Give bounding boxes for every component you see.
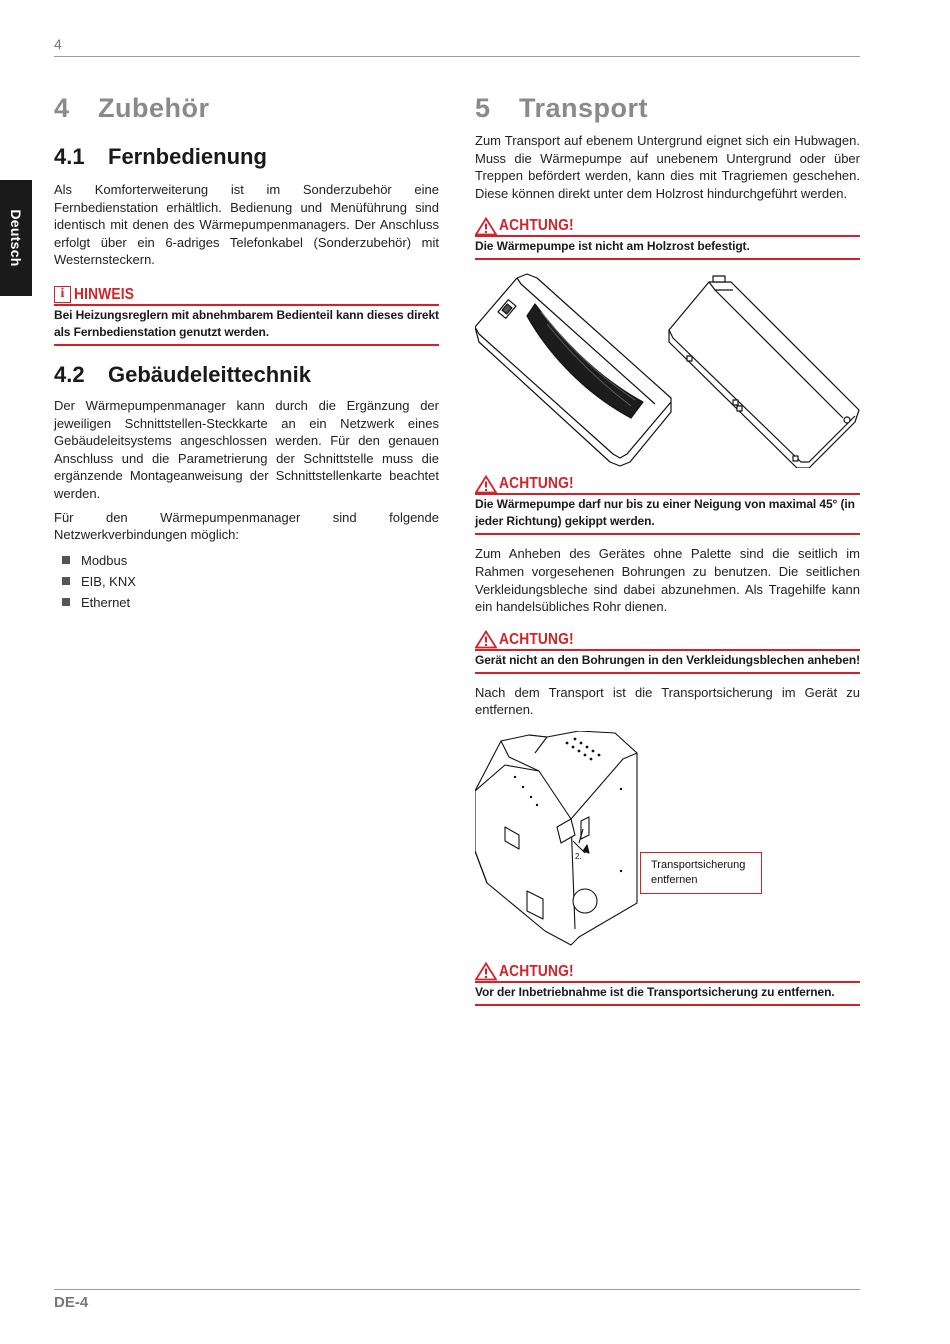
notice-text: Bei Heizungsreglern mit abnehmbarem Bedienteil kann dieses direkt als Fernbedienstation genutzt werden. [54, 307, 439, 339]
header-divider [54, 56, 860, 57]
chapter-number: 5 [475, 93, 491, 123]
info-icon: i [54, 286, 71, 303]
warning-triangle-icon [475, 630, 497, 649]
transport-intro-paragraph: Zum Transport auf ebenem Untergrund eignet sich ein Hubwagen. Muss die Wärmepumpe auf unebenem Untergrund oder über Treppen befördert werden, kann dies mit Tragriemen geschehen. Diese können direkt unter dem Holzrost hindurchgeführt werden. [475, 133, 860, 201]
achtung-notice-1 [475, 217, 860, 260]
section-4-1-heading [54, 142, 439, 172]
hinweis-notice [54, 286, 439, 346]
section-number: 4.2 [54, 361, 85, 387]
section-number: 4.1 [54, 144, 85, 169]
notice-label: ACHTUNG! [499, 962, 574, 980]
callout-line-2: entfernen [651, 873, 698, 886]
anheben-paragraph: Zum Anheben des Gerätes ohne Palette sind die seitlich im Rahmen vorgesehenen Bohrungen zu benutzen. Die seitlichen Verkleidungsbleche sind dabei abzunehmen. Als Tragehilfe kann ein handelsübliches Rohr dienen. [475, 546, 860, 615]
network-list [54, 550, 439, 613]
netzwerk-paragraph: Für den Wärmepumpenmanager sind folgende Netzwerkverbindungen möglich: [54, 509, 439, 543]
gebaeudeleittechnik-paragraph: Der Wärmepumpenmanager kann durch die Ergänzung der jeweiligen Schnittstellen-Steckkarte an ein Netzwerk eines Gebäudeleitsystems angeschlossen werden. Für den genauen Anschluss und die Parametrierung der Schnittstelle muss die ergänzende Montageanweisung der Schnittstellenkarte beachtet werden. [54, 397, 439, 501]
language-tab-label: Deutsch [8, 209, 24, 267]
achtung-notice-2 [475, 475, 860, 535]
chapter-number: 4 [54, 93, 70, 123]
chapter-5-heading [475, 88, 860, 128]
transport-lock-callout [640, 852, 762, 894]
page-number: 4 [54, 36, 62, 52]
right-column [475, 88, 860, 1006]
heat-pump-drawing [475, 272, 860, 468]
notice-label: ACHTUNG! [499, 475, 574, 493]
notice-header [54, 286, 439, 306]
achtung-notice-4 [475, 963, 860, 1006]
heat-pump-illustration [475, 272, 860, 468]
warning-triangle-icon [475, 962, 497, 981]
list-item: Modbus [54, 550, 439, 571]
list-item: EIB, KNX [54, 571, 439, 592]
footer-page-label: DE-4 [54, 1294, 89, 1311]
notice-text: Gerät nicht an den Bohrungen in den Verkleidungsblechen anheben! [475, 652, 860, 667]
notice-text: Die Wärmepumpe ist nicht am Holzrost befestigt. [475, 239, 750, 254]
achtung-notice-3 [475, 631, 860, 674]
chapter-title: Transport [519, 93, 649, 123]
notice-label: ACHTUNG! [499, 217, 574, 235]
notice-label: ACHTUNG! [499, 630, 574, 648]
square-bullet-icon [62, 577, 70, 585]
footer-divider [54, 1289, 860, 1290]
transport-lock-drawing [475, 731, 765, 951]
step-label: 2. [575, 851, 582, 861]
warning-triangle-icon [475, 217, 497, 236]
transport-lock-illustration [475, 731, 860, 951]
notice-header [475, 217, 860, 237]
notice-text: Die Wärmepumpe darf nur bis zu einer Neigung von maximal 45° (in jeder Richtung) gekippt werden. [475, 497, 855, 529]
list-item: Ethernet [54, 592, 439, 613]
square-bullet-icon [62, 598, 70, 606]
section-4-2-heading [54, 360, 439, 390]
chapter-4-heading [54, 88, 439, 128]
callout-line-1: Transportsicherung [651, 858, 746, 871]
chapter-title: Zubehör [98, 93, 210, 123]
warning-triangle-icon [475, 475, 497, 494]
notice-label: HINWEIS [74, 285, 135, 303]
notice-header [475, 475, 860, 495]
section-title: Gebäudeleittechnik [108, 361, 311, 387]
language-tab [0, 180, 32, 296]
left-column [54, 88, 439, 613]
square-bullet-icon [62, 556, 70, 564]
fernbedienung-paragraph: Als Komforterweiterung ist im Sonderzubehör eine Fernbedienstation erhältlich. Bedienung und Menüführung sind identisch mit denen des Wärmepumpenmanagers. Der Anschluss erfolgt über ein 6-adriges Telefonkabel (Sonderzubehör) mit Westernsteckern. [54, 182, 439, 268]
notice-header [475, 963, 860, 983]
notice-text: Vor der Inbetriebnahme ist die Transportsicherung zu entfernen. [475, 984, 835, 999]
nach-transport-paragraph: Nach dem Transport ist die Transportsicherung im Gerät zu entfernen. [475, 684, 860, 718]
section-title: Fernbedienung [108, 144, 267, 169]
notice-header [475, 631, 860, 651]
